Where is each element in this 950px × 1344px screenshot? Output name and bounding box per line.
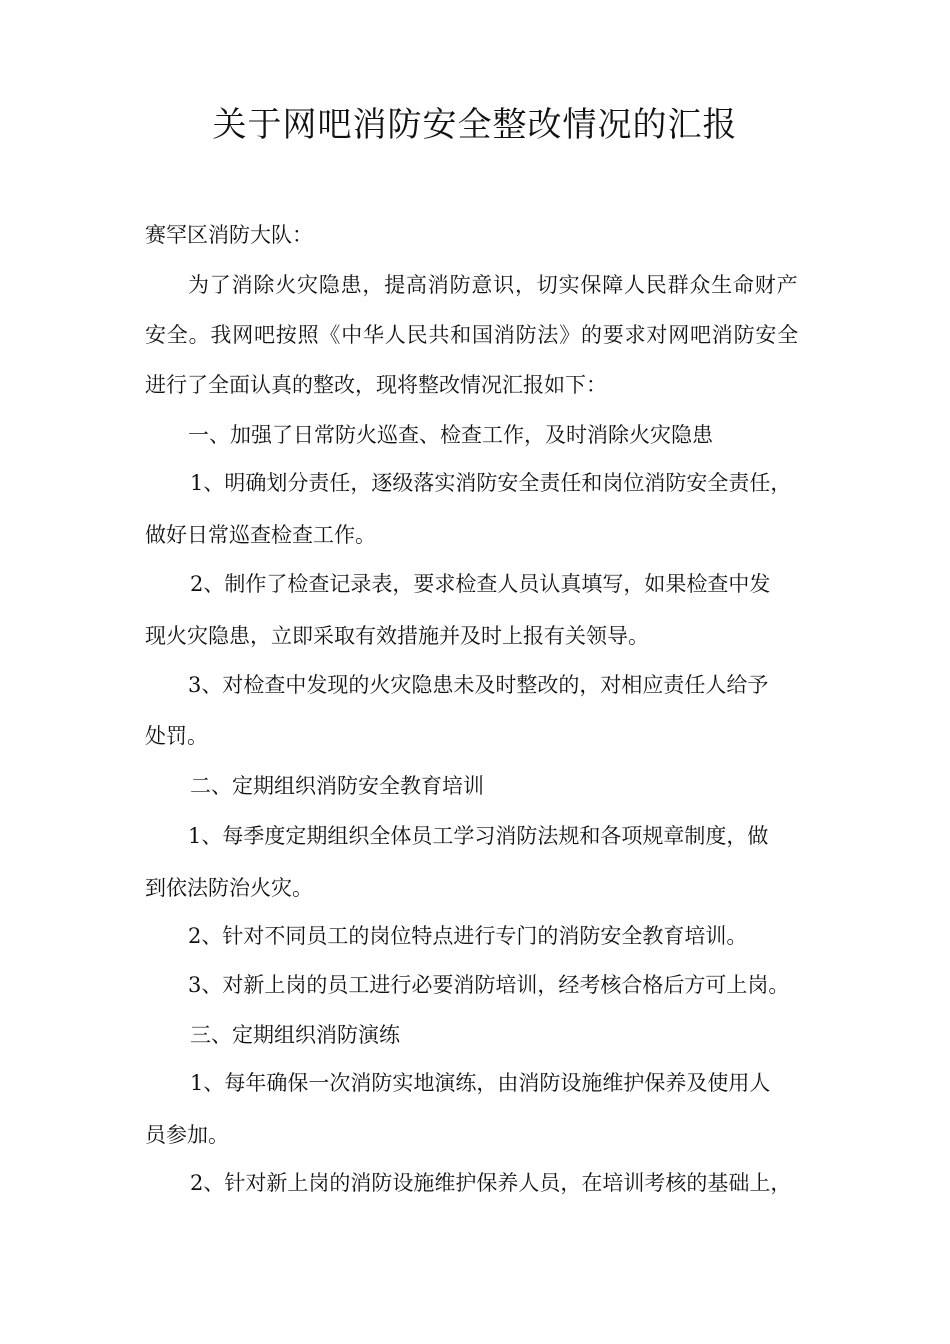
body-line: 进行了全面认真的整改，现将整改情况汇报如下： bbox=[145, 373, 607, 397]
list-item-continuation: 员参加。 bbox=[145, 1123, 229, 1147]
list-item: 2、针对不同员工的岗位特点进行专门的消防安全教育培训。 bbox=[188, 924, 748, 948]
list-item-continuation: 处罚。 bbox=[145, 724, 208, 748]
list-item-continuation: 现火灾隐患，立即采取有效措施并及时上报有关领导。 bbox=[145, 624, 649, 648]
list-item: 1、每季度定期组织全体员工学习消防法规和各项规章制度，做 bbox=[188, 824, 769, 848]
list-item: 3、对检查中发现的火灾隐患未及时整改的，对相应责任人给予 bbox=[188, 673, 769, 697]
addressee: 赛罕区消防大队： bbox=[145, 223, 313, 247]
section-heading: 三、定期组织消防演练 bbox=[190, 1023, 400, 1047]
list-item-continuation: 做好日常巡查检查工作。 bbox=[145, 523, 376, 547]
list-item-continuation: 到依法防治火灾。 bbox=[145, 876, 313, 900]
body-line: 为了消除火灾隐患，提高消防意识，切实保障人民群众生命财产 bbox=[188, 273, 799, 297]
section-heading: 二、定期组织消防安全教育培训 bbox=[190, 774, 484, 798]
list-item: 2、针对新上岗的消防设施维护保养人员，在培训考核的基础上， bbox=[190, 1171, 792, 1195]
list-item: 3、对新上岗的员工进行必要消防培训，经考核合格后方可上岗。 bbox=[188, 973, 790, 997]
body-line: 安全。我网吧按照《中华人民共和国消防法》的要求对网吧消防安全 bbox=[145, 323, 799, 347]
document-title: 关于网吧消防安全整改情况的汇报 bbox=[212, 105, 738, 145]
section-heading: 一、加强了日常防火巡查、检查工作，及时消除火灾隐患 bbox=[188, 423, 713, 447]
list-item: 1、明确划分责任，逐级落实消防安全责任和岗位消防安全责任， bbox=[190, 471, 792, 495]
list-item: 1、每年确保一次消防实地演练，由消防设施维护保养及使用人 bbox=[190, 1071, 771, 1095]
list-item: 2、制作了检查记录表，要求检查人员认真填写，如果检查中发 bbox=[190, 572, 771, 596]
